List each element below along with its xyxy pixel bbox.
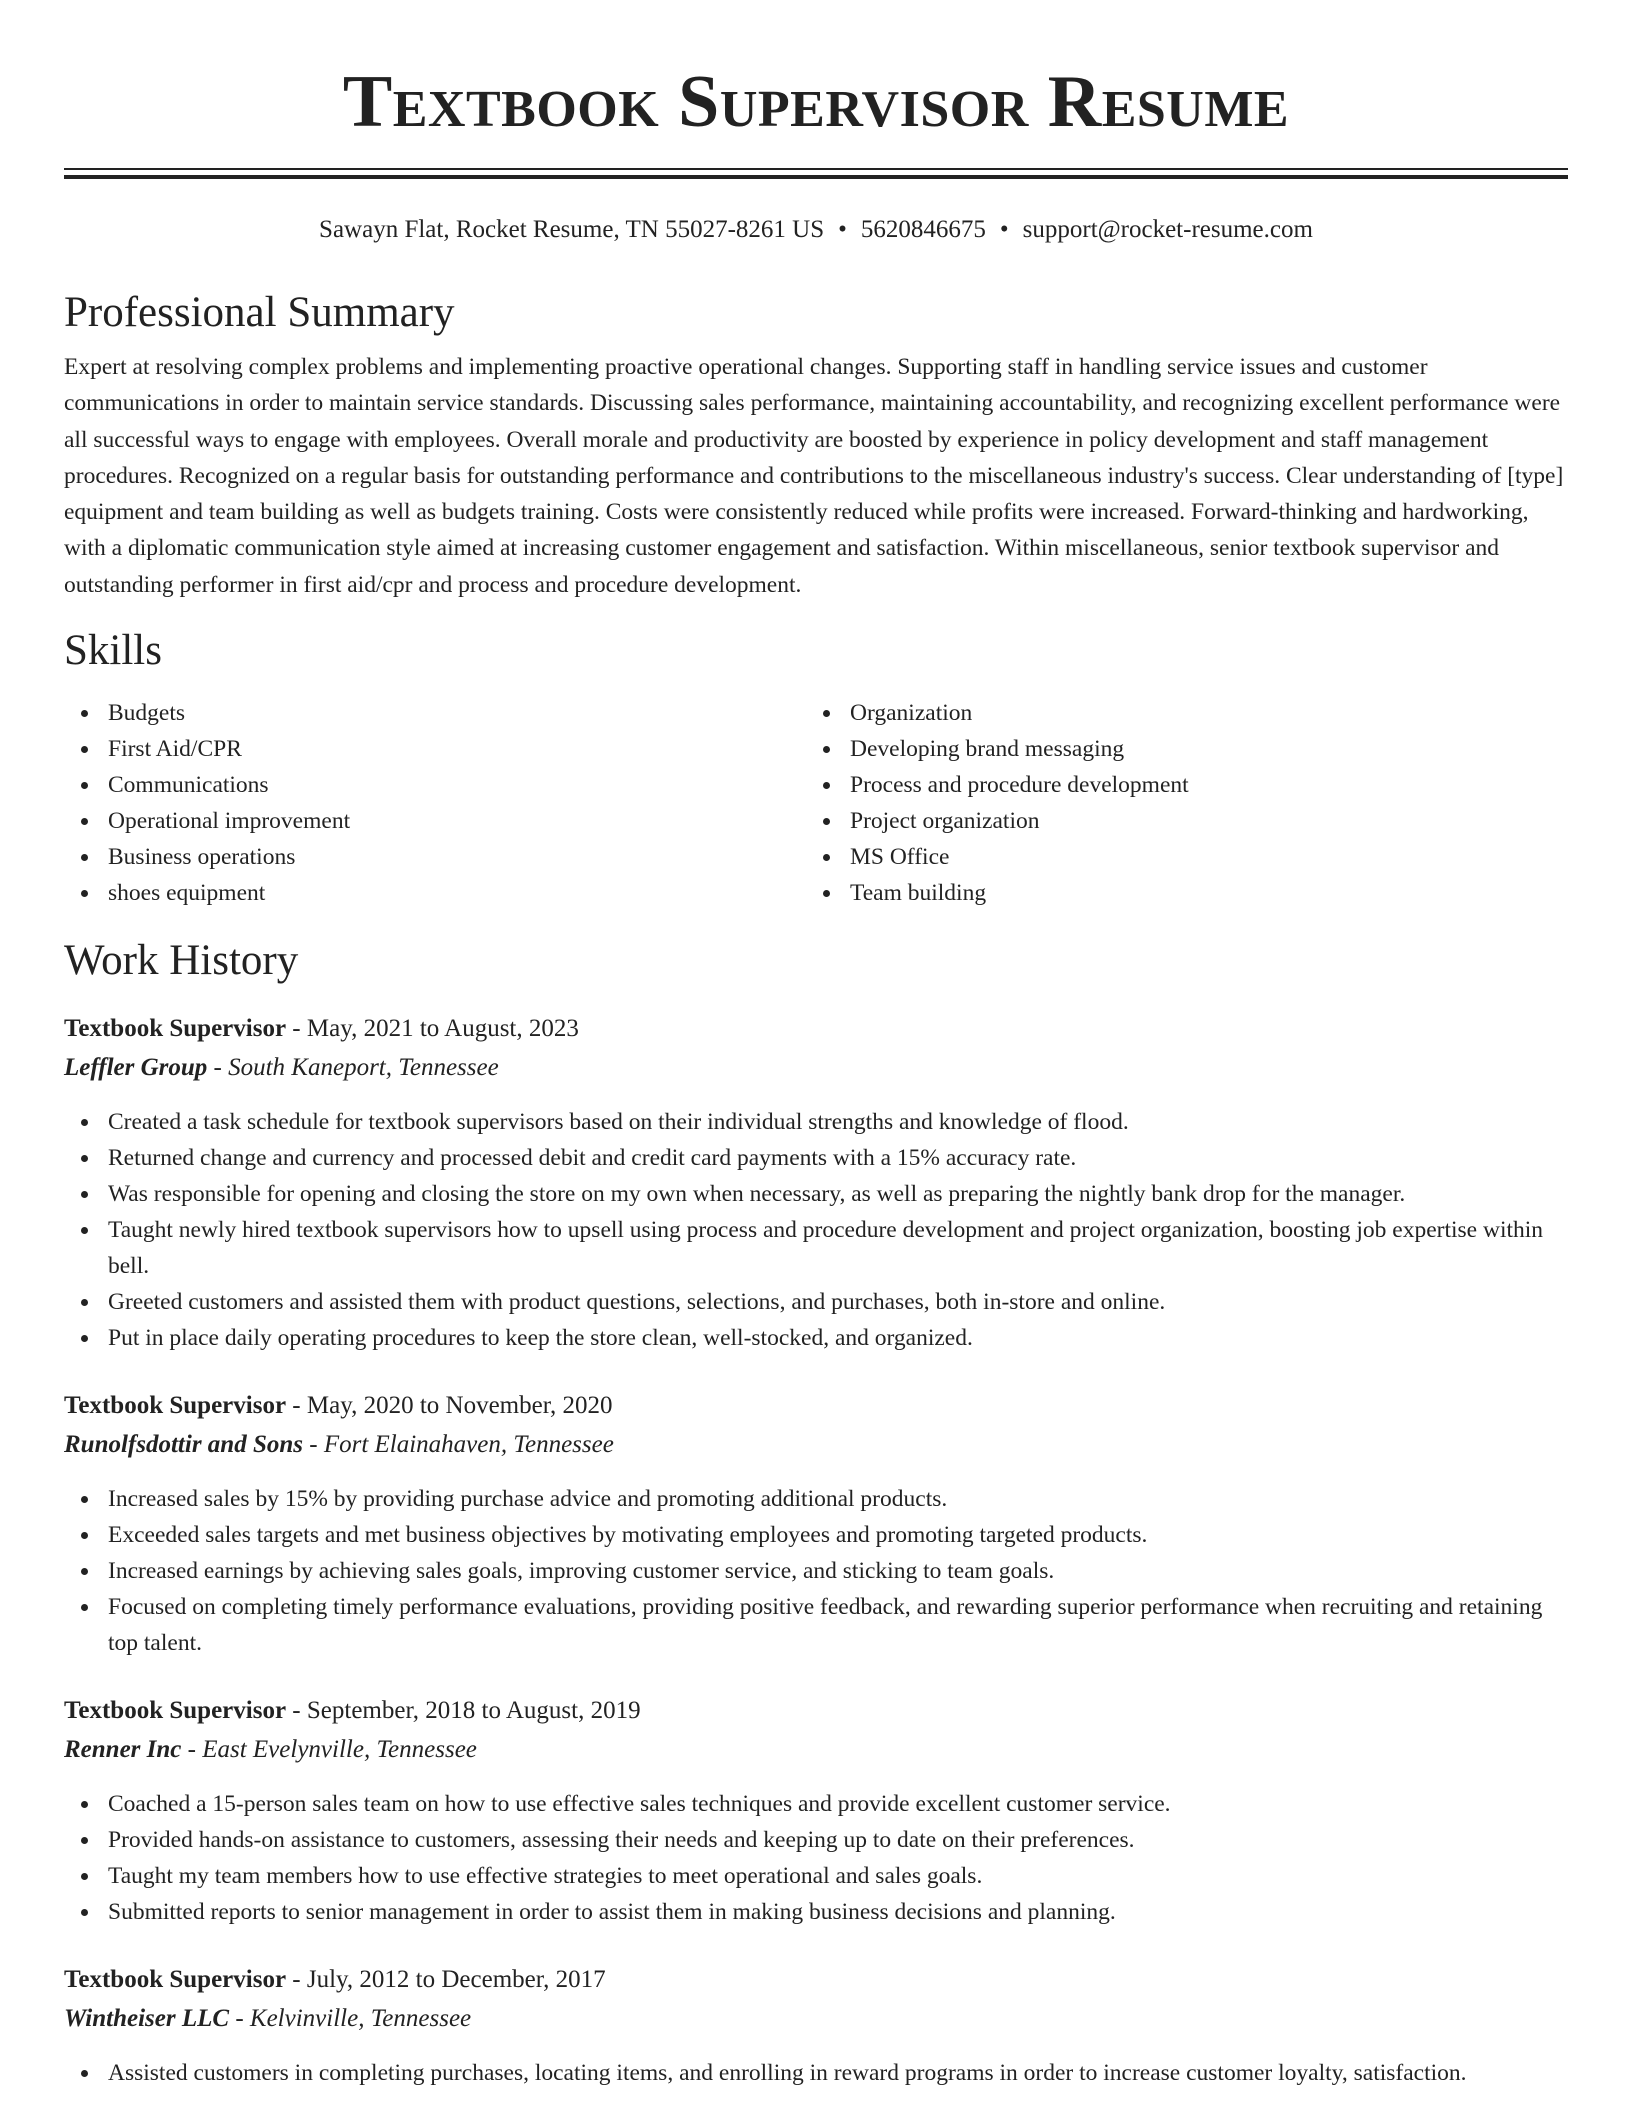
job-location: Kelvinville, Tennessee	[249, 2005, 472, 2033]
work-history-heading: Work History	[64, 937, 299, 985]
skills-column-left	[64, 695, 806, 911]
skill-item: shoes equipment	[64, 875, 806, 911]
contact-separator: •	[999, 216, 1009, 243]
job-title-line: Textbook Supervisor - May, 2021 to August, 2023	[64, 1015, 579, 1043]
job-location: South Kaneport, Tennessee	[228, 1054, 499, 1082]
job-bullet: Put in place daily operating procedures to keep the store clean, well-stocked, and organized.	[64, 1320, 1568, 1356]
job-location: East Evelynville, Tennessee	[202, 1736, 477, 1764]
job-bullet: Provided hands-on assistance to customers, assessing their needs and keeping up to date on their preferences.	[64, 1822, 1568, 1858]
summary-heading: Professional Summary	[64, 289, 455, 336]
job-bullet: Was responsible for opening and closing the store on my own when necessary, as well as preparing the nightly bank drop for the manager.	[64, 1176, 1568, 1212]
job-bullet: Created a task schedule for textbook supervisors based on their individual strengths and knowledge of flood.	[64, 1104, 1568, 1140]
skill-item: First Aid/CPR	[64, 731, 806, 767]
job-location: Fort Elainahaven, Tennessee	[323, 1431, 614, 1459]
job-title-line: Textbook Supervisor - July, 2012 to December, 2017	[64, 1966, 606, 1994]
job-entry	[64, 1011, 1568, 1356]
skill-item: Budgets	[64, 695, 806, 731]
contact-separator: •	[838, 216, 847, 243]
skill-item: Organization	[806, 695, 1568, 731]
job-bullet: Submitted reports to senior management in order to assist them in making business decisions and planning.	[64, 1894, 1568, 1930]
skill-item: Operational improvement	[64, 803, 806, 839]
job-bullet: Assisted customers in completing purchases, locating items, and enrolling in reward programs in order to increase customer loyalty, satisfaction.	[64, 2055, 1568, 2091]
job-bullet: Focused on completing timely performance evaluations, providing positive feedback, and rewarding superior performance when recruiting and retaining top talent.	[64, 1589, 1568, 1661]
job-dates: May, 2020 to November, 2020	[306, 1392, 613, 1420]
skill-item: MS Office	[806, 839, 1568, 875]
job-title: Textbook Supervisor	[64, 1015, 287, 1043]
skills-list	[64, 695, 1568, 911]
job-bullet: Taught my team members how to use effective strategies to meet operational and sales goals.	[64, 1858, 1568, 1894]
skill-item: Project organization	[806, 803, 1568, 839]
job-title: Textbook Supervisor	[64, 1392, 287, 1420]
skill-item: Business operations	[64, 839, 806, 875]
job-title-line: Textbook Supervisor - May, 2020 to November, 2020	[64, 1392, 613, 1420]
contact-email: support@rocket-resume.com	[1022, 216, 1313, 243]
contact-address: Sawayn Flat, Rocket Resume, TN 55027-8261 US	[319, 216, 825, 243]
job-company: Runolfsdottir and Sons	[64, 1431, 303, 1459]
job-company-line: Wintheiser LLC - Kelvinville, Tennessee	[64, 2005, 472, 2033]
job-company: Renner Inc	[64, 1736, 182, 1764]
job-bullets	[64, 1104, 1568, 1356]
summary-text: Expert at resolving complex problems and implementing proactive operational changes. Supporting staff in handling service issues and customer communications in order to maintain service standards. Discussing sales performance, maintaining accountability, and recognizing excellent performance were all successful ways to engage with employees. Overall morale and productivity are boosted by experience in policy development and staff management procedures. Recognized on a regular basis for outstanding performance and contributions to the miscellaneous industry's success. Clear understanding of [type] equipment and team building as well as budgets training. Costs were consistently reduced while profits were increased. Forward-thinking and hardworking, with a diplomatic communication style aimed at increasing customer engagement and satisfaction. Within miscellaneous, senior textbook supervisor and outstanding performer in first aid/cpr and process and procedure development.	[64, 354, 1564, 598]
job-title: Textbook Supervisor	[64, 1697, 287, 1725]
job-bullets	[64, 1786, 1568, 1930]
job-company: Wintheiser LLC	[64, 2005, 230, 2033]
title-divider-thick	[64, 175, 1568, 179]
job-entry	[64, 1962, 1568, 2091]
skill-item: Communications	[64, 767, 806, 803]
job-title-line: Textbook Supervisor - September, 2018 to August, 2019	[64, 1697, 641, 1725]
contact-line	[64, 215, 1568, 245]
contact-phone: 5620846675	[860, 216, 986, 243]
skill-item: Developing brand messaging	[806, 731, 1568, 767]
job-entry	[64, 1388, 1568, 1661]
job-company: Leffler Group	[64, 1054, 208, 1082]
job-bullet: Increased sales by 15% by providing purchase advice and promoting additional products.	[64, 1481, 1568, 1517]
resume-page	[64, 0, 1568, 2091]
job-dates: July, 2012 to December, 2017	[306, 1966, 606, 1994]
job-bullet: Coached a 15-person sales team on how to use effective sales techniques and provide excellent customer service.	[64, 1786, 1568, 1822]
job-company-line: Runolfsdottir and Sons - Fort Elainahaven, Tennessee	[64, 1431, 614, 1459]
job-company-line: Renner Inc - East Evelynville, Tennessee	[64, 1736, 477, 1764]
resume-title: Textbook Supervisor Resume	[342, 61, 1290, 143]
job-entry	[64, 1693, 1568, 1930]
job-dates: May, 2021 to August, 2023	[306, 1015, 579, 1043]
job-bullets	[64, 1481, 1568, 1661]
skills-column-right	[806, 695, 1568, 911]
job-bullets	[64, 2055, 1568, 2091]
skill-item: Process and procedure development	[806, 767, 1568, 803]
job-dates: September, 2018 to August, 2019	[306, 1697, 641, 1725]
job-company-line: Leffler Group - South Kaneport, Tennessee	[64, 1054, 499, 1082]
job-bullet: Returned change and currency and processed debit and credit card payments with a 15% accuracy rate.	[64, 1140, 1568, 1176]
job-title: Textbook Supervisor	[64, 1966, 287, 1994]
job-bullet: Greeted customers and assisted them with product questions, selections, and purchases, both in-store and online.	[64, 1284, 1568, 1320]
job-bullet: Exceeded sales targets and met business objectives by motivating employees and promoting targeted products.	[64, 1517, 1568, 1553]
skills-heading: Skills	[64, 627, 162, 675]
skill-item: Team building	[806, 875, 1568, 911]
title-divider-thin	[64, 168, 1568, 170]
job-bullet: Increased earnings by achieving sales goals, improving customer service, and sticking to team goals.	[64, 1553, 1568, 1589]
job-bullet: Taught newly hired textbook supervisors how to upsell using process and procedure development and project organization, boosting job expertise within bell.	[64, 1212, 1568, 1284]
